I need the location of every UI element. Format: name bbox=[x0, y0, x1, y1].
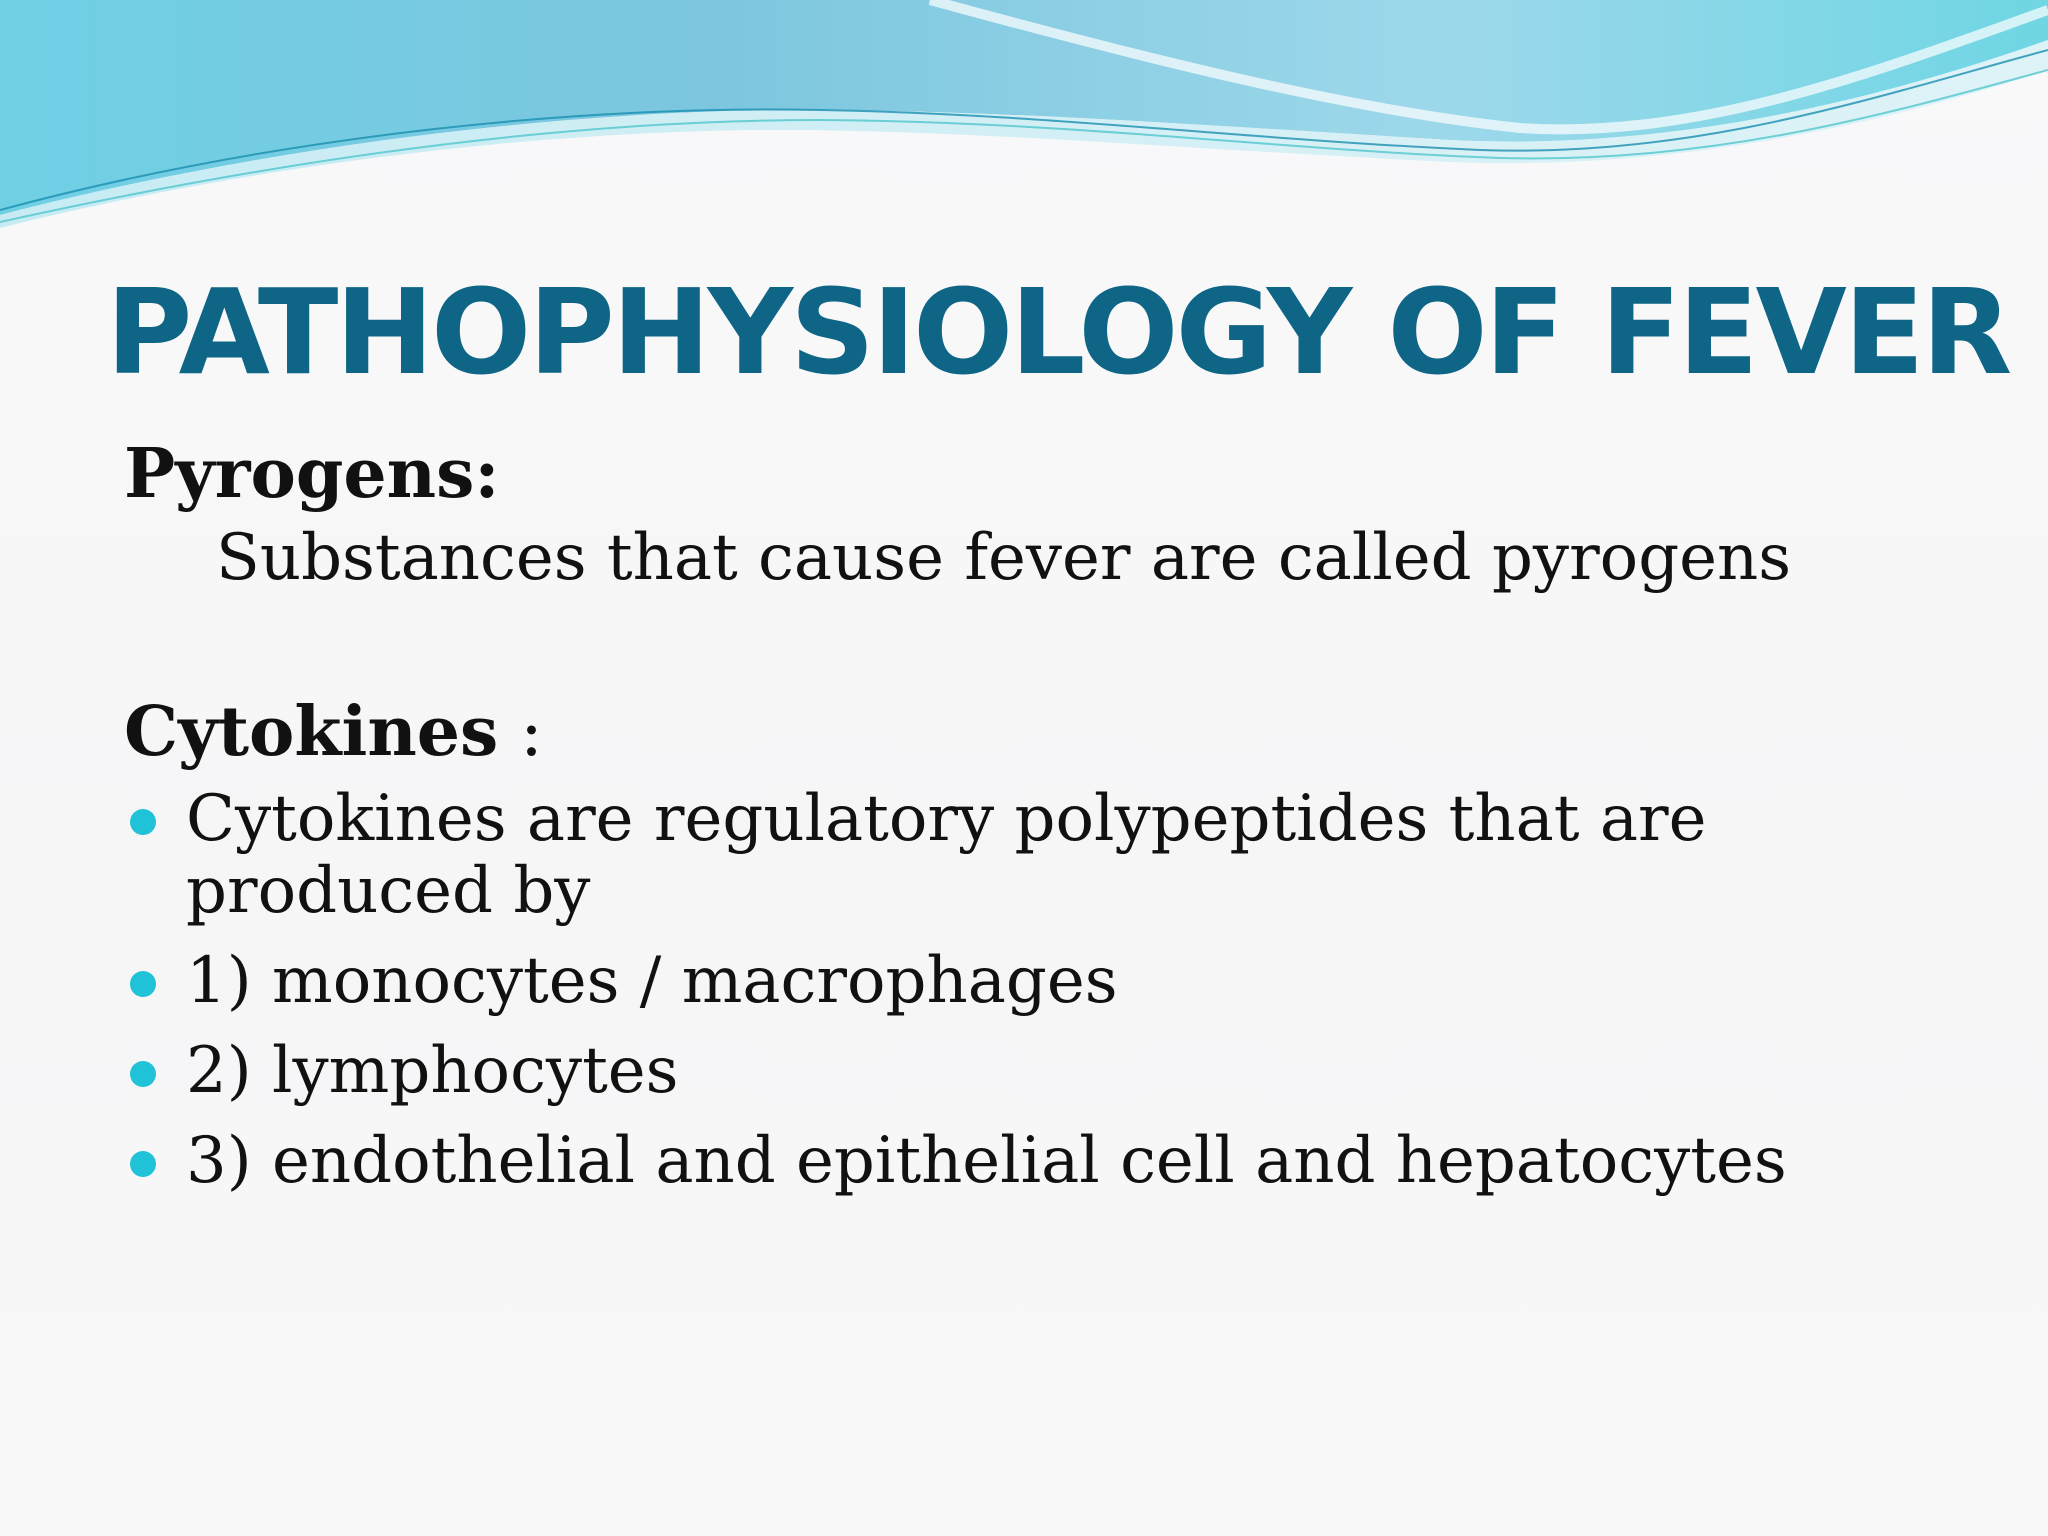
bullet-item bbox=[124, 783, 1944, 927]
bullet-dot-icon bbox=[130, 971, 156, 997]
bullet-dot-icon bbox=[130, 1061, 156, 1087]
cytokines-heading bbox=[124, 690, 1944, 775]
bullet-text: 1) monocytes / macrophages bbox=[186, 944, 1118, 1018]
slide-body bbox=[124, 432, 1944, 1215]
bullet-text: 2) lymphocytes bbox=[186, 1034, 679, 1108]
bullet-text: 3) endothelial and epithelial cell and hepatocytes bbox=[186, 1124, 1787, 1198]
bullet-item bbox=[124, 1035, 1944, 1107]
cytokines-bullet-list bbox=[124, 783, 1944, 1197]
header-wave-decoration bbox=[0, 0, 2048, 260]
slide-title: PATHOPHYSIOLOGY OF FEVER bbox=[106, 263, 2010, 401]
bullet-item bbox=[124, 1125, 1944, 1197]
section-spacer bbox=[124, 600, 1944, 690]
pyrogens-definition: Substances that cause fever are called pyrogens bbox=[216, 521, 1792, 595]
cytokines-heading-colon: : bbox=[498, 693, 543, 772]
pyrogens-heading: Pyrogens: bbox=[124, 434, 500, 514]
bullet-dot-icon bbox=[130, 1151, 156, 1177]
bullet-item bbox=[124, 945, 1944, 1017]
bullet-dot-icon bbox=[130, 809, 156, 835]
bullet-text: Cytokines are regulatory polypeptides that are produced by bbox=[186, 782, 1707, 928]
cytokines-heading-text: Cytokines bbox=[124, 692, 499, 772]
